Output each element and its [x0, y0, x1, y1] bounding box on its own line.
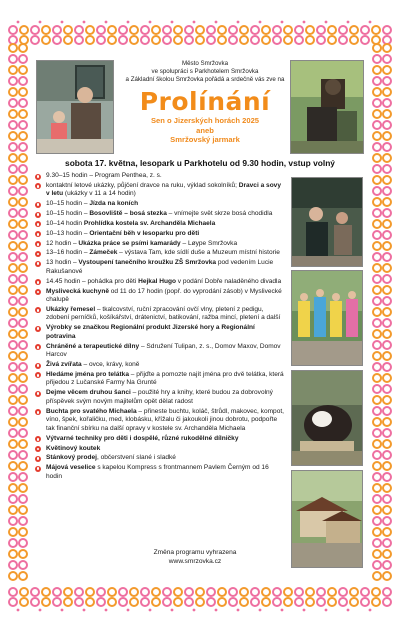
program-item — [34, 230, 286, 239]
bullet-icon — [35, 372, 41, 378]
program-item-text: kontaktní letové ukázky, půjčení dravce na ruku, výklad sokolníků; — [46, 181, 239, 189]
program-item-highlight: Myslivecká kuchyně — [46, 287, 109, 295]
program-item-detail: – přineste buchtu, koláč, štrůdl, makovec, kompot, víno, špek, kořaličku, med, klobásku, křížalu či jakoukoli jinou dobrotu, podpořte tak finanční sbírku na další opravy v kostele sv. Archanděla Michaela — [46, 407, 284, 432]
bullet-icon — [35, 409, 41, 415]
program-item-highlight: Orientační běh v lesoparku pro děti — [89, 229, 200, 237]
program-item-text: 13–16 hodin – — [46, 249, 90, 257]
program-item — [34, 445, 286, 454]
program-item-highlight: Jízda na koních — [89, 200, 139, 208]
program-item-text: 10–13 hodin – — [46, 229, 90, 237]
bullet-icon — [35, 279, 41, 285]
bullet-icon — [35, 363, 41, 369]
program-item-detail: (ukázky v 11 a 14 hodin) — [63, 190, 136, 198]
program-item — [34, 408, 286, 434]
program-item — [34, 288, 286, 305]
bullet-icon — [35, 436, 41, 442]
photo-owl-handler — [290, 60, 364, 154]
program-item-text: 10–15 hodin – — [46, 210, 90, 218]
program-item-text: 12 hodin – — [46, 239, 79, 247]
bullet-icon — [35, 231, 41, 237]
program-item — [34, 210, 286, 219]
website-link[interactable]: www.smrzovka.cz — [168, 558, 222, 565]
program-item-text: 14.45 hodin – pohádka pro děti — [46, 277, 139, 285]
program-change-note: Změna programu vyhrazena — [153, 549, 237, 556]
bullet-icon — [35, 202, 41, 208]
program-item-detail: – výstava Tam, kde sídlí duše a Muzeum místní historie — [117, 249, 280, 257]
bullet-icon — [35, 344, 41, 350]
program-item — [34, 454, 286, 463]
program-item-highlight: Hledáme jména pro telátka — [46, 370, 129, 378]
program-item — [34, 200, 286, 209]
program-item-highlight: Ukázky řemesel — [46, 305, 96, 313]
program-item-highlight: Dejme věcem druhou šanci — [46, 389, 131, 397]
program-item — [34, 371, 286, 388]
program-item-highlight: Hejkal Hugo — [138, 277, 176, 285]
organizers-intro: Město Smržovka ve spolupráci s Parkhotelem Smržovka a Základní školou Smržovka pořádá a srdečně vás zve na — [125, 60, 285, 83]
bullet-icon — [35, 212, 41, 218]
event-subtitle: Sen o Jizerských horách 2025 aneb Smržovský jarmark — [150, 116, 260, 144]
program-item-detail: , občerstvení slané i sladké — [96, 454, 176, 462]
bullet-icon — [35, 183, 41, 189]
program-item — [34, 389, 286, 406]
poster-header — [120, 60, 290, 145]
bullet-icon — [35, 221, 41, 227]
program-item-detail: – Løype Smržovka — [180, 239, 238, 247]
program-item-highlight: Májová veselice — [46, 464, 96, 472]
program-item-text: 9.30–15 hodin – Program Penthea, z. s. — [46, 172, 162, 179]
bullet-icon — [35, 289, 41, 295]
program-item-detail: pod vedením Lucie Rakušanové — [46, 259, 274, 275]
bullet-icon — [35, 241, 41, 247]
program-item-detail: v podání Dobře naladěného divadla — [175, 277, 282, 285]
bullet-icon — [35, 391, 41, 397]
program-item-text: 13 hodin – — [46, 259, 79, 267]
program-item-detail: s kapelou Kompress s frontmannem Pavlem Černým od 16 hodin — [46, 464, 269, 480]
program-item-highlight: Prohlídka kostela sv. Archanděla Michaela — [83, 219, 216, 227]
program-item-detail: – ovce, krávy, koně — [81, 361, 140, 369]
date-venue-line: sobota 17. května, lesopark u Parkhotelu od 9.30 hodin, vstup volný — [65, 158, 335, 168]
program-item — [34, 240, 286, 249]
photo-falconer-with-child — [36, 60, 114, 154]
program-item — [34, 324, 286, 341]
program-item — [34, 343, 286, 360]
program-item — [34, 249, 286, 258]
program-item-detail: od 11 do 17 hodin (popř. do vyprodání zásob) v Myslivecké chalupě — [46, 287, 282, 304]
bullet-icon — [35, 456, 41, 462]
program-item — [34, 361, 286, 370]
bullet-icon — [35, 174, 41, 180]
program-item-highlight: Buchta pro svatého Michaela — [46, 407, 137, 415]
program-item — [34, 182, 286, 199]
program-item — [34, 435, 286, 444]
bullet-icon — [35, 307, 41, 313]
program-item-highlight: Zámeček — [89, 249, 118, 257]
program-item — [34, 220, 286, 229]
program-item-highlight: Živá zvířata — [46, 361, 82, 369]
photo-calf — [291, 370, 363, 466]
program-item — [34, 278, 286, 287]
program-item-detail: – tkalcovství, ruční zpracování ovčí vlny, pletení z pedigu, zdobení perníčků, košíkářství, drátenictví, batikování, ražba mincí, pletení a další — [46, 305, 281, 322]
program-list — [34, 172, 286, 483]
photo-market-visitors — [291, 177, 363, 267]
program-item-highlight: Chráněné a terapeutické dílny — [46, 342, 140, 350]
program-item — [34, 259, 286, 276]
program-item-text: 10–15 hodin – — [46, 200, 90, 208]
program-item — [34, 306, 286, 323]
program-item-highlight: Výrobky se značkou Regionální produkt Jizerské hory a Regionální potravina — [46, 324, 255, 340]
program-item-highlight: Dravci a sovy v letu — [46, 181, 281, 198]
poster-footer — [80, 548, 310, 566]
program-item-highlight: Vystoupení tanečního kroužku ZŠ Smržovka — [78, 259, 217, 267]
program-item-highlight: Květinový koutek — [46, 444, 101, 452]
program-item-highlight: Bosovliště – bosá stezka — [89, 210, 167, 218]
program-item-detail: – vnímejte svět skrze bosá chodidla — [166, 210, 273, 218]
photo-dance-performance — [291, 270, 363, 366]
bullet-icon — [35, 466, 41, 472]
bullet-icon — [35, 446, 41, 452]
bullet-icon — [35, 326, 41, 332]
program-item-highlight: Ukázka práce se psími kamarády — [78, 239, 181, 247]
program-item-text: 10–14 hodin — [46, 219, 84, 227]
program-item — [34, 172, 286, 181]
program-item — [34, 464, 286, 481]
program-item-detail: – Sdružení Tulipan, z. s., Domov Maxov, Domov Harcov — [46, 342, 281, 359]
bullet-icon — [35, 251, 41, 257]
program-item-detail: – použité hry a knihy, které budou za dobrovolný příspěvek svým novým majitelům opět dělat radost — [46, 389, 273, 405]
bullet-icon — [35, 261, 41, 267]
program-item-highlight: Stánkový prodej — [46, 454, 97, 462]
program-item-detail: – přijďte a pomozte najít jména pro dvě telátka, která přijedou z Lučanské Farmy Na Grunté — [46, 370, 284, 387]
program-item-highlight: Výtvarné techniky pro děti i dospělé, různé rukodělné dílničky — [46, 434, 239, 442]
event-title: Prolínání — [139, 87, 271, 116]
